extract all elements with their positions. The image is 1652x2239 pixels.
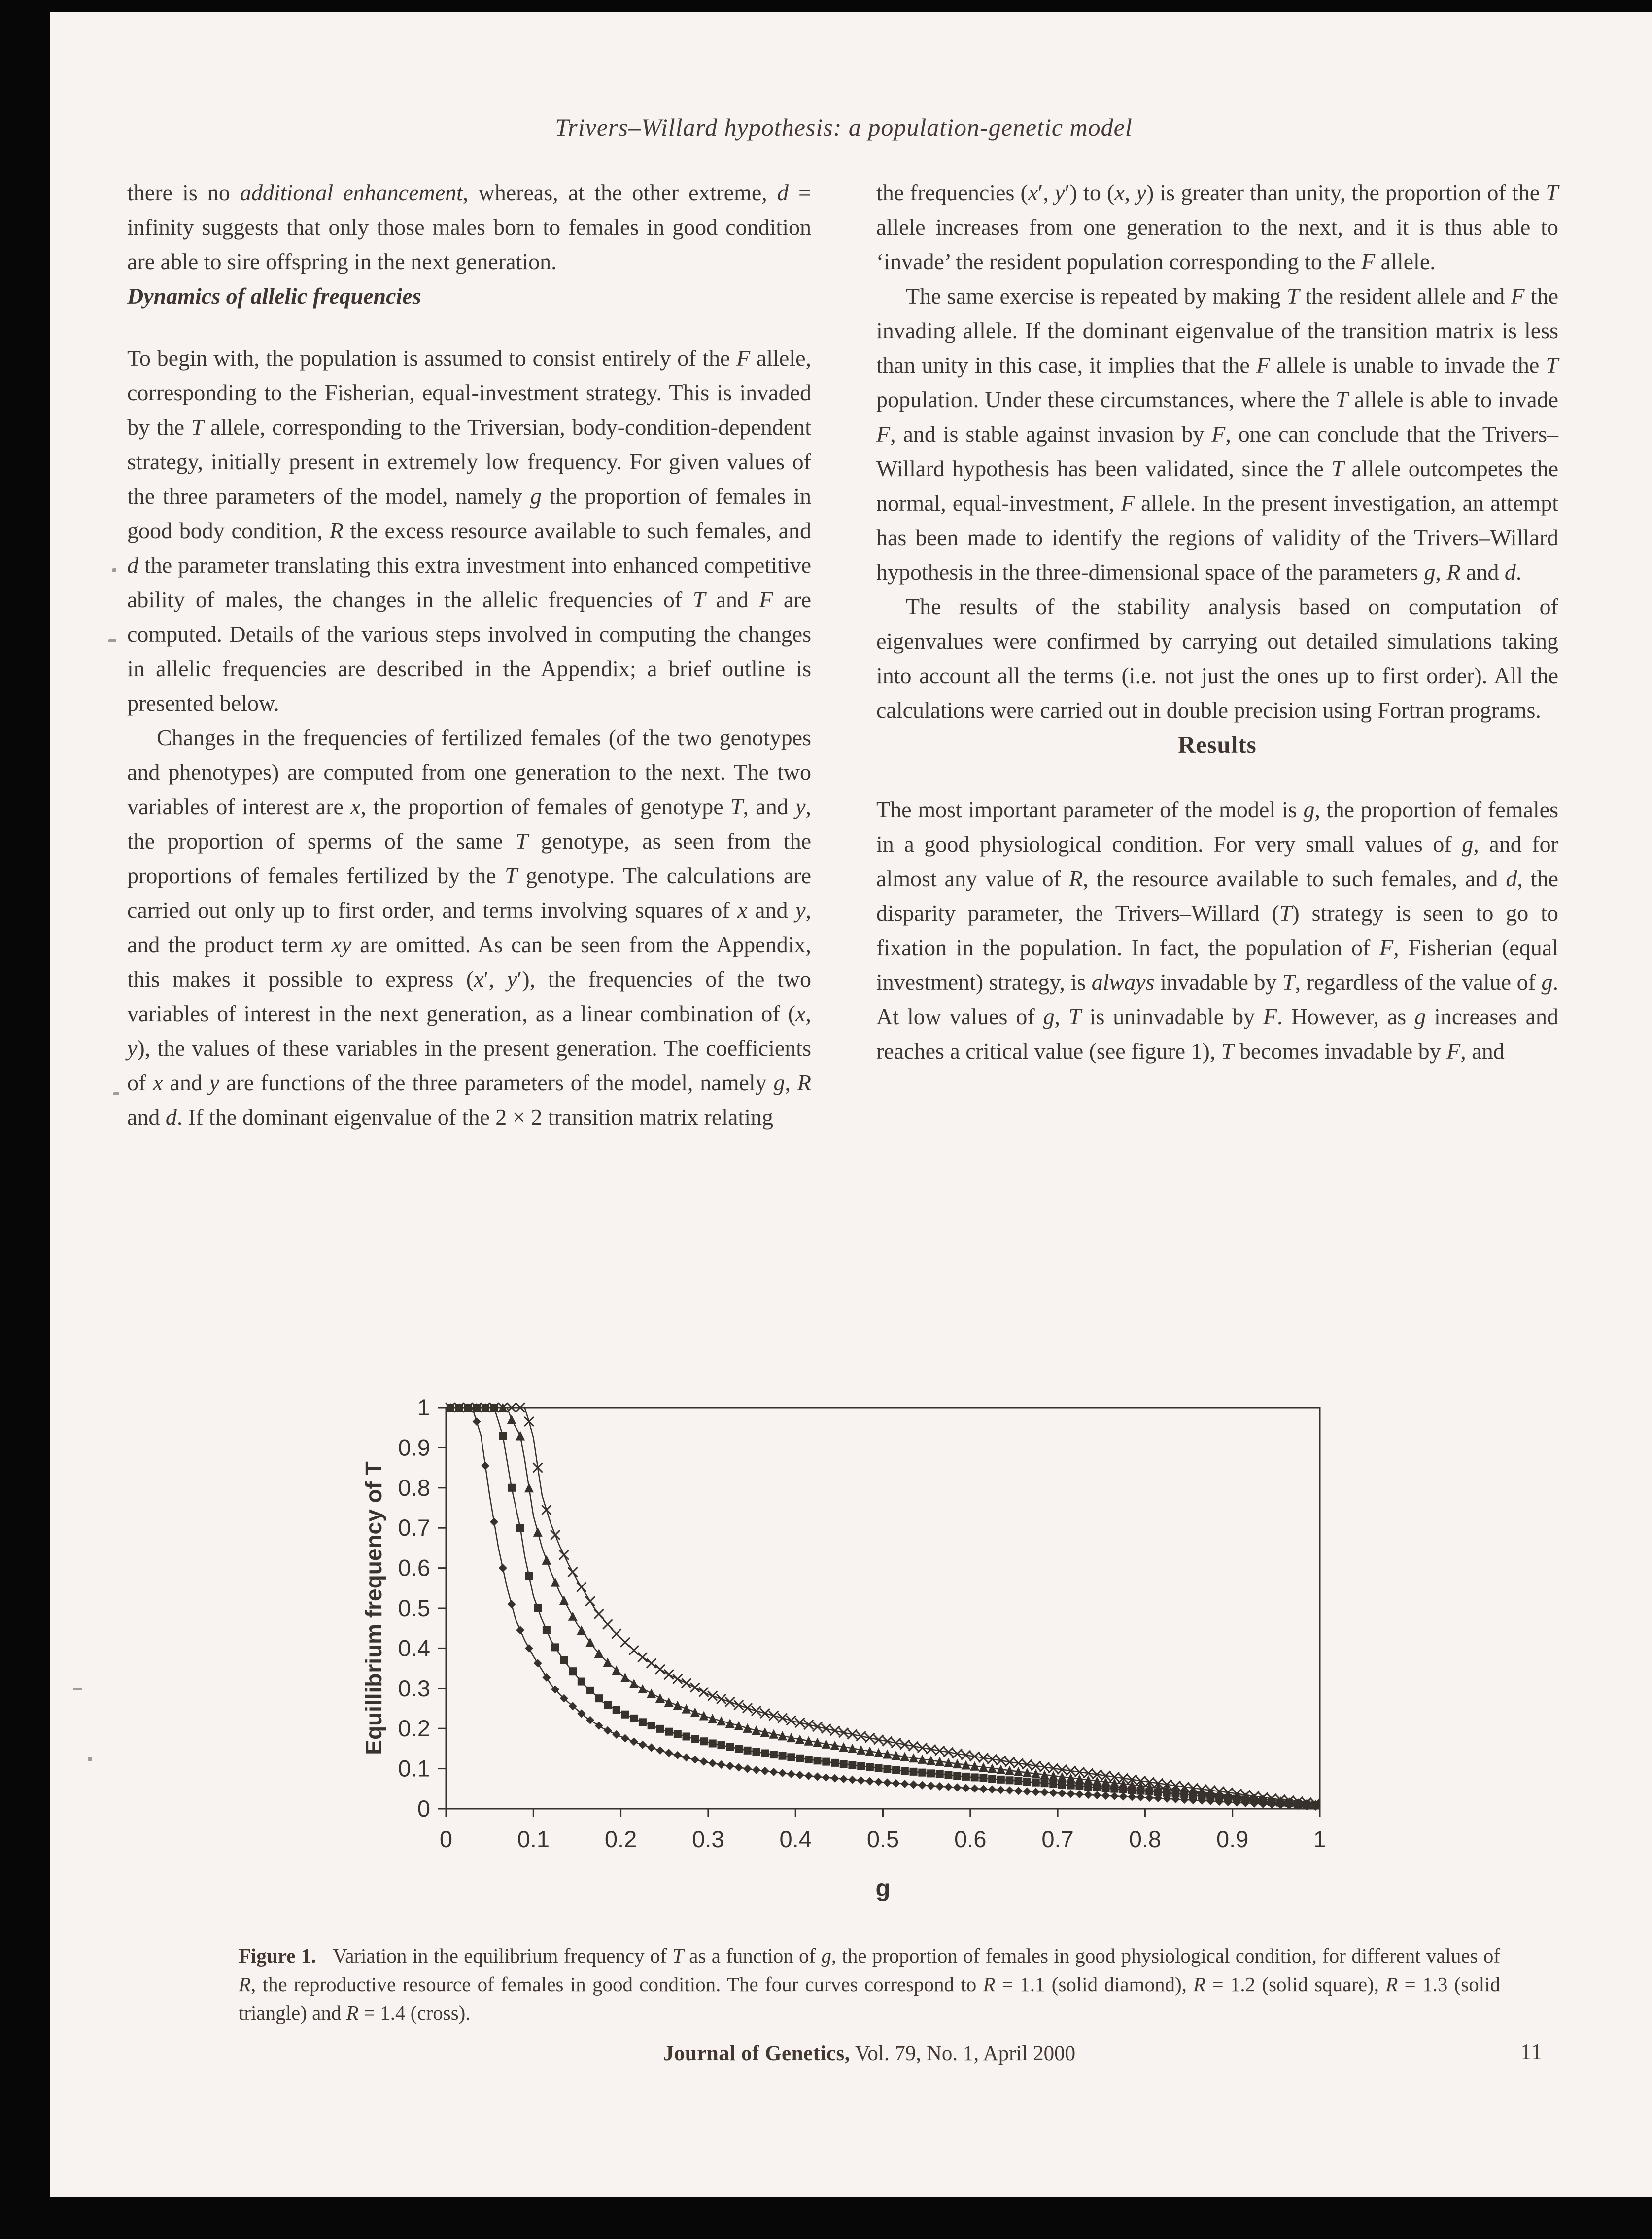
svg-text:0.4: 0.4 <box>779 1826 812 1852</box>
svg-text:0.9: 0.9 <box>398 1434 430 1461</box>
svg-text:0.5: 0.5 <box>866 1826 899 1852</box>
svg-text:0.1: 0.1 <box>398 1755 430 1782</box>
paragraph-stability-analysis: The results of the stability analysis based on computation of eigenvalues were confirmed by carrying out detailed simulations taking into account all the terms (i.e. not just the ones up to first order). All the calculations were carried out in double precision using Fortran programs. <box>876 594 1558 723</box>
svg-text:1: 1 <box>417 1394 430 1420</box>
journal-footer <box>239 2041 1500 2066</box>
journal-issue: Vol. 79, No. 1, April 2000 <box>850 2042 1076 2065</box>
section-heading-results: Results <box>1178 731 1257 758</box>
left-text-column <box>127 175 811 1135</box>
svg-text:1: 1 <box>1313 1826 1327 1852</box>
journal-name: Journal of Genetics, <box>663 2042 850 2065</box>
series-R=1.2 <box>446 1404 1320 1809</box>
scan-speck <box>113 1092 119 1095</box>
svg-text:0.3: 0.3 <box>398 1675 430 1701</box>
scan-speck <box>73 1688 82 1690</box>
series-R=1.1 <box>446 1404 1320 1811</box>
series-R=1.4 <box>446 1403 1320 1808</box>
paragraph-changes-frequencies: Changes in the frequencies of fertilized females (of the two genotypes and phenotypes) are computed from one generation to the next. The two variables of interest are x, the proportion of females of genotype T, and y, the proportion of sperms of the same T genotype, as seen from the proportions of females fertilized by the T genotype. The calculations are carried out only up to first order, and terms involving squares of x and y, and the product term xy are omitted. As can be seen from the Appendix, this makes it possible to express (x′, y′), the frequencies of the two variables of interest in the next generation, as a linear combination of (x, y), the values of these variables in the present generation. The coefficients of x and y are functions of the three parameters of the model, namely g, R and d. If the dominant eigenvalue of the 2 × 2 transition matrix relating <box>127 725 812 1130</box>
paragraph-continuation: there is no additional enhancement, whereas, at the other extreme, d = infinity suggests that only those males born to females in good condition are able to sire offspring in the next generation. <box>127 180 811 274</box>
svg-text:0.1: 0.1 <box>517 1826 550 1852</box>
scan-speck <box>88 1757 92 1761</box>
running-head-title: Trivers–Willard hypothesis: a population-genetic model <box>555 113 1133 141</box>
plot-border <box>446 1408 1320 1809</box>
y-axis <box>398 1394 446 1822</box>
svg-text:0.4: 0.4 <box>398 1635 430 1661</box>
paragraph-most-important: The most important parameter of the model is g, the proportion of females in a good physiological condition. For very small values of g, and for almost any value of R, the resource available to such females, and d, the disparity parameter, the Trivers–Willard (T) strategy is seen to go to fixation in the population. In fact, the population of F, Fisherian (equal investment) strategy, is always invadable by T, regardless of the value of g. At low values of g, T is uninvadable by F. However, as g increases and reaches a critical value (see figure 1), T becomes invadable by F, and <box>876 797 1559 1064</box>
page-number: 11 <box>1520 2039 1543 2064</box>
svg-text:0.7: 0.7 <box>1041 1826 1074 1852</box>
figure1-caption: Figure 1. Variation in the equilibrium frequency of T as a function of g, the proportion of females in good physiological condition, for different values of R, the reproductive resource of females in good condition. The four curves correspond to R = 1.1 (solid diamond), R = 1.2 (solid square), R = 1.3 (solid triangle) and R = 1.4 (cross). <box>239 1944 1501 2024</box>
scan-speck <box>112 568 116 572</box>
svg-text:0.6: 0.6 <box>954 1826 987 1852</box>
series-R=1.3 <box>446 1403 1320 1809</box>
svg-text:0.7: 0.7 <box>398 1515 430 1541</box>
paragraph-frequencies: the frequencies (x′, y′) to (x, y) is greater than unity, the proportion of the T allele increases from one generation to the next, and it is thus able to ‘invade’ the resident population corresponding to the F allele. <box>876 180 1558 274</box>
paragraph-to-begin-with: To begin with, the population is assumed to consist entirely of the F allele, corresponding to the Fisherian, equal-investment strategy. This is invaded by the T allele, corresponding to the Triversian, body-condition-dependent strategy, initially present in extremely low frequency. For given values of the three parameters of the model, namely g the proportion of females in good body condition, R the excess resource available to such females, and d the parameter translating this extra investment into enhanced competitive ability of males, the changes in the allelic frequencies of T and F are computed. Details of the various steps involved in computing the changes in allelic frequencies are described in the Appendix; a brief outline is presented below. <box>127 345 812 716</box>
svg-text:0: 0 <box>417 1795 430 1822</box>
right-text-column <box>876 175 1558 1068</box>
y-axis-label: Equillibrium frequency of T <box>361 1461 386 1755</box>
section-heading-dynamics: Dynamics of allelic frequencies <box>127 283 421 309</box>
svg-text:0.3: 0.3 <box>692 1826 724 1852</box>
svg-text:0.5: 0.5 <box>398 1595 430 1621</box>
svg-text:0.8: 0.8 <box>398 1474 430 1501</box>
svg-text:0.2: 0.2 <box>398 1715 430 1742</box>
figure1-plot-svg <box>336 1392 1430 1914</box>
svg-text:0.8: 0.8 <box>1129 1826 1162 1852</box>
figure1-chart <box>336 1392 1430 1914</box>
svg-text:0.2: 0.2 <box>604 1826 637 1852</box>
svg-text:0.9: 0.9 <box>1216 1826 1249 1852</box>
svg-text:0: 0 <box>439 1826 453 1852</box>
paragraph-same-exercise: The same exercise is repeated by making T the resident allele and F the invading allele. If the dominant eigenvalue of the transition matrix is less than unity in this case, it implies that the F allele is unable to invade the T population. Under these circumstances, where the T allele is able to invade F, and is stable against invasion by F, one can conclude that the Trivers–Willard hypothesis has been validated, since the T allele outcompetes the normal, equal-investment, F allele. In the present investigation, an attempt has been made to identify the regions of validity of the Trivers–Willard hypothesis in the three-dimensional space of the parameters g, R and d. <box>876 283 1559 585</box>
svg-text:0.6: 0.6 <box>398 1554 430 1581</box>
x-axis-label: g <box>875 1875 891 1902</box>
journal-page <box>50 12 1652 2197</box>
x-axis <box>440 1809 1326 1852</box>
scan-speck <box>108 639 116 642</box>
